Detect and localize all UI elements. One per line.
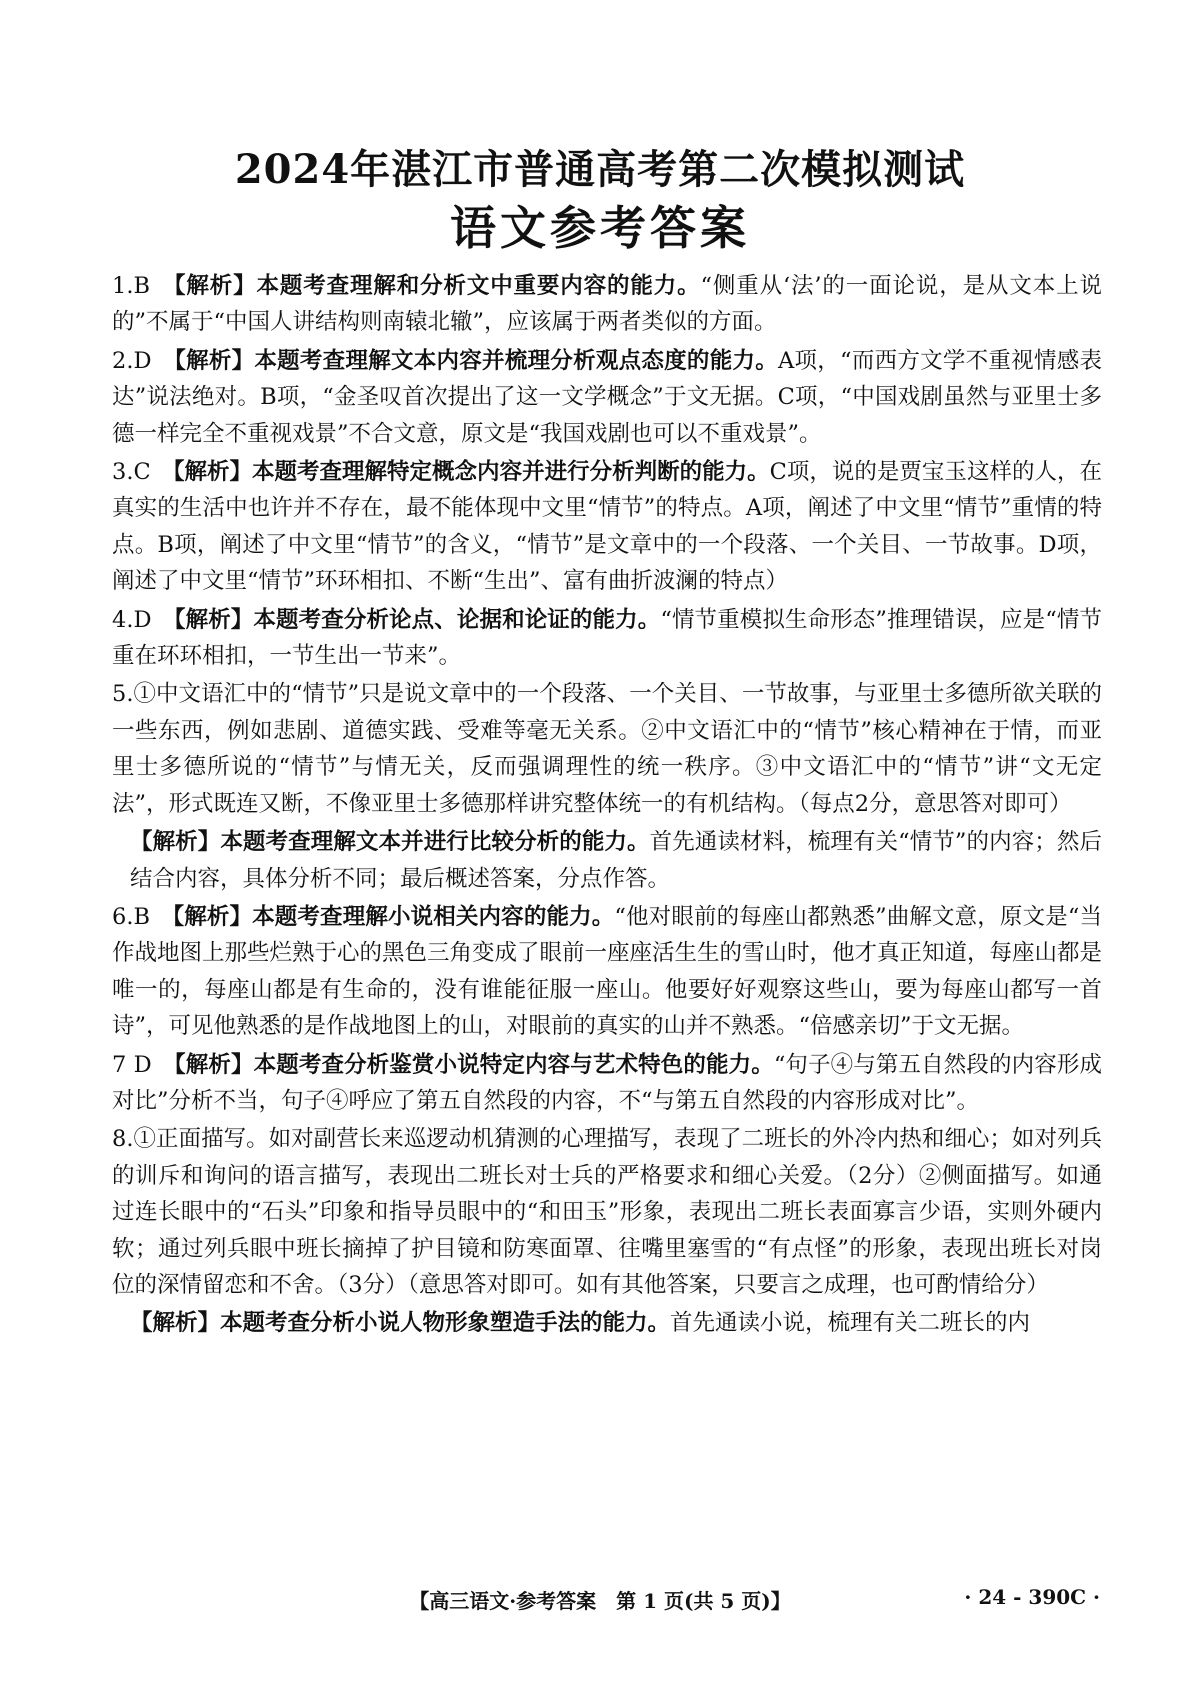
answer-text: ①正面描写。如对副营长来巡逻动机猜测的心理描写，表现了二班长的外冷内热和细心；如对列兵的训斥和询问的语言描写，表现出二班长对士兵的严格要求和细心关爱。（2分）②侧面描写。如通过连长眼中的“石头”印象和指导员眼中的“和田玉”形象，表现出二班长表面寡言少语，实则外硬内软；通过列兵眼中班长摘掉了护目镜和防寒面罩、往嘴里塞雪的“有点怪”的形象，表现出班长对岗位的深情留恋和不舍。（3分）（意思答对即可。如有其他答案，只要言之成理，也可酌情给分） — [112, 1126, 1102, 1298]
answer-item-7 — [112, 1047, 1102, 1120]
analysis-label: 【解析】本题考查理解小说相关内容的能力。 — [172, 903, 615, 930]
analysis-label: 【解析】本题考查理解文本内容并梳理分析观点态度的能力。 — [174, 347, 778, 374]
answer-item-1 — [112, 268, 1102, 341]
answer-text: ①中文语汇中的“情节”只是说文章中的一个段落、一个关目、一节故事，与亚里士多德所欲关联的一些东西，例如悲剧、道德实践、受难等毫无关系。②中文语汇中的“情节”核心精神在于情，而亚里士多德所说的“情节”与情无关，反而强调理性的统一秩序。③中文语汇中的“情节”讲“文无定法”，形式既连又断，不像亚里士多德那样讲究整体统一的有机结构。（每点2分，意思答对即可） — [112, 681, 1102, 817]
answer-text: C项，说的是贾宝玉这样的人，在真实的生活中也许并不存在，最不能体现中文里“情节”的特点。A项，阐述了中文里“情节”重情的特点。B项，阐述了中文里“情节”的含义，“情节”是文章中的一个段落、一个关目、一节故事。D项，阐述了中文里“情节”环环相扣、不断“生出”、富有曲折波澜的特点） — [112, 459, 1102, 595]
answer-item-8 — [112, 1121, 1102, 1303]
answer-analysis-5 — [112, 824, 1102, 897]
analysis-text: 首先通读材料，梳理有关“情节”的内容；然后结合内容，具体分析不同；最后概述答案，分点作答。 — [130, 829, 1102, 892]
answer-text: “他对眼前的每座山都熟悉”曲解文意，原文是“当作战地图上那些烂熟于心的黑色三角变成了眼前一座座活生生的雪山时，他才真正知道，每座山都是唯一的，每座山都是有生命的，没有谁能征服一座山。他要好好观察这些山，要为每座山都写一首诗”，可见他熟悉的是作战地图上的山，对眼前的真实的山并不熟悉。“倍感亲切”于文无据。 — [112, 903, 1103, 1040]
analysis-label: 【解析】本题考查分析鉴赏小说特定内容与艺术特色的能力。 — [174, 1051, 774, 1078]
page-subtitle: 语文参考答案 — [450, 201, 750, 255]
answer-text: “句子④与第五自然段的内容形成对比”分析不当，句子④呼应了第五自然段的内容，不“与第五自然段的内容形成对比”。 — [112, 1051, 1102, 1114]
answer-number: 2.D — [112, 347, 152, 374]
answer-number: 1.B — [112, 273, 151, 299]
answer-item-5 — [112, 676, 1102, 822]
answer-item-3 — [112, 454, 1102, 600]
analysis-label: 【解析】本题考查分析小说人物形象塑造手法的能力。 — [130, 1310, 671, 1337]
answer-item-6 — [112, 899, 1102, 1045]
analysis-label: 【解析】本题考查理解和分析文中重要内容的能力。 — [174, 273, 701, 299]
answer-item-4 — [112, 602, 1102, 675]
answer-number: 8. — [112, 1126, 134, 1153]
answer-text: A项，“而西方文学不重视情感表达”说法绝对。B项，“金圣叹首次提出了这一文学概念”于文无据。C项，“中国戏剧虽然与亚里士多德一样完全不重视戏景”不合文意，原文是“我国戏剧也可以不重戏景”。 — [112, 347, 1102, 447]
page-footer — [0, 1585, 1200, 1615]
answer-number: 5. — [112, 681, 134, 708]
page-title: 2024年湛江市普通高考第二次模拟测试 — [234, 146, 966, 193]
answer-text: “侧重从‘法’的一面论说，是从文本上说的”不属于“中国人讲结构则南辕北辙”，应该属于两者类似的方面。 — [112, 273, 1102, 336]
analysis-text: 首先通读小说，梳理有关二班长的内 — [670, 1310, 1031, 1337]
answer-number: 6.B — [112, 903, 151, 930]
analysis-label: 【解析】本题考查理解特定概念内容并进行分析判断的能力。 — [173, 459, 770, 486]
footer-code: · 24 - 390C · — [964, 1585, 1100, 1609]
answer-analysis-8 — [112, 1305, 1102, 1341]
footer-page-info: 【高三语文·参考答案 第 1 页(共 5 页)】 — [409, 1589, 791, 1613]
answer-number: 4.D — [112, 606, 152, 633]
answer-number: 7 D — [112, 1051, 152, 1078]
answer-item-2 — [112, 343, 1102, 452]
analysis-label: 【解析】本题考查分析论点、论据和论证的能力。 — [174, 606, 661, 633]
answer-number: 3.C — [112, 459, 151, 486]
analysis-label: 【解析】本题考查理解文本并进行比较分析的能力。 — [130, 829, 650, 856]
answer-text: “情节重模拟生命形态”推理错误，应是“情节重在环环相扣，一节生出一节来”。 — [112, 606, 1102, 670]
answer-body — [112, 268, 1102, 1344]
